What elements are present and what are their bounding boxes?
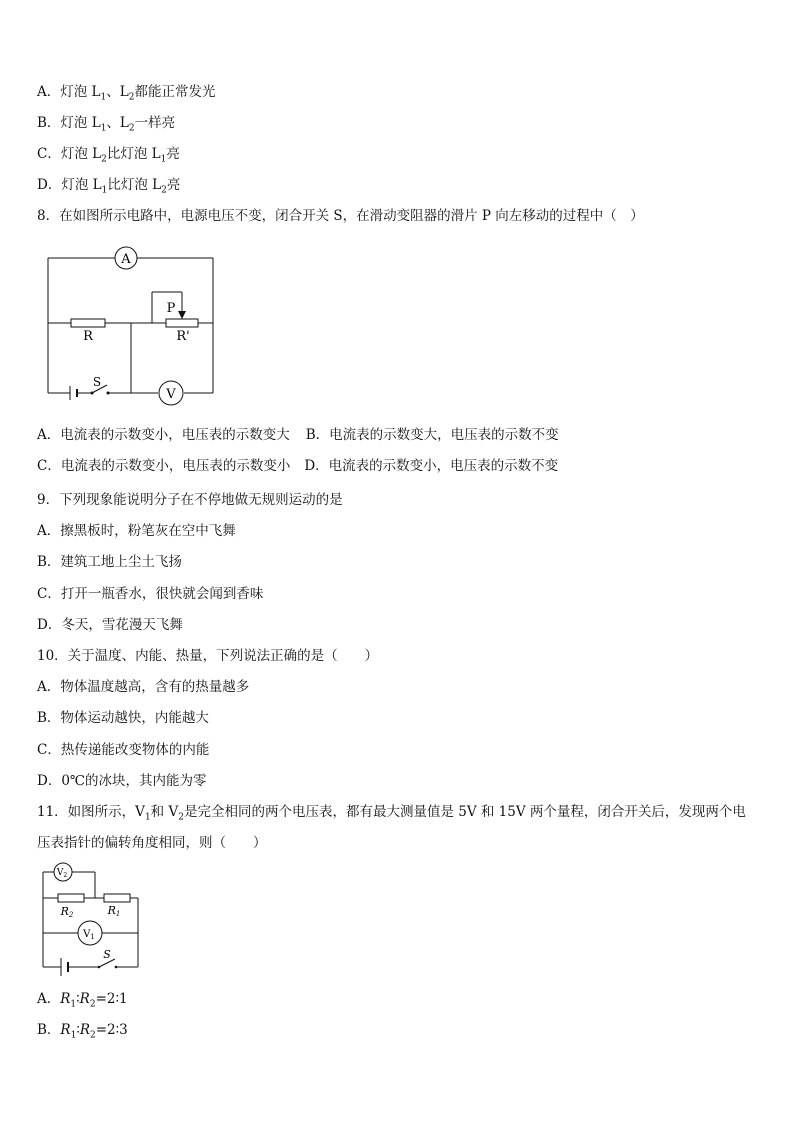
q7-option-a: A．灯泡 $L_1$、$L_2$都能正常发光 [37, 84, 216, 103]
q7-option-d: D．灯泡 $L_1$比灯泡 $L_2$亮 [37, 177, 181, 196]
q9-option-d: D．冬天，雪花漫天飞舞 [37, 617, 183, 633]
rheostat-r-prime [166, 319, 198, 327]
q9-option-a: A．擦黑板时，粉笔灰在空中飞舞 [37, 523, 236, 539]
slider-label: P [166, 301, 176, 316]
q8-option-c: C．电流表的示数变小，电压表的示数变小 [37, 458, 291, 474]
switch-contact [98, 966, 101, 969]
q11-stem-line-2: 压表指针的偏转角度相同，则（ ） [37, 835, 267, 851]
voltmeter-label: V [166, 387, 176, 402]
q8-options-row-2 [37, 457, 558, 475]
q10-option-d: D．0℃的冰块，其内能为零 [37, 773, 207, 789]
resistor-label: R [83, 329, 93, 344]
q11-option-a: A．$R_1∶R_2=2∶1$ [37, 991, 128, 1010]
q11-stem-line-1: 11．如图所示，$V_1$和 $V_2$是完全相同的两个电压表，都有最大测量值是 5V 和 15V 两个量程，闭合开关后，发现两个电 [37, 804, 746, 823]
q11-circuit-diagram [37, 860, 147, 978]
q10-option-a: A．物体温度越高，含有的热量越多 [37, 679, 250, 695]
q11-option-b: B．$R_1∶R_2=2∶3$ [37, 1022, 128, 1041]
q8-option-b: B．电流表的示数变大，电压表的示数不变 [305, 427, 559, 443]
q9-option-c: C．打开一瓶香水，很快就会闻到香味 [37, 586, 264, 602]
switch-label: S [103, 948, 111, 961]
rheostat-label: R' [176, 329, 190, 344]
v2-label: $V_2$ [56, 868, 68, 879]
q7-option-b: B．灯泡 $L_1$、$L_2$一样亮 [37, 115, 176, 134]
q8-circuit-diagram [40, 245, 225, 410]
q10-option-c: C．热传递能改变物体的内能 [37, 742, 210, 758]
resistor-r1 [104, 894, 130, 902]
q8-option-a: A．电流表的示数变小，电压表的示数变大 [37, 427, 290, 443]
q9-stem: 9．下列现象能说明分子在不停地做无规则运动的是 [37, 492, 343, 508]
q9-option-b: B．建筑工地上尘土飞扬 [37, 554, 182, 570]
q7-option-c: C．灯泡 $L_2$比灯泡 $L_1$亮 [37, 146, 180, 165]
r2-label: R2 [60, 905, 74, 919]
v1-label: $V_1$ [83, 929, 95, 941]
q8-option-d: D．电流表的示数变小，电压表的示数不变 [304, 458, 559, 474]
ammeter-label: A [121, 252, 131, 267]
r1-label: R1 [107, 904, 121, 918]
switch-contact [115, 966, 118, 969]
q8-stem: 8．在如图所示电路中，电源电压不变，闭合开关 S，在滑动变阻器的滑片 P 向左移动的过程中（ ） [37, 208, 644, 224]
slider-arrow-icon [178, 311, 186, 319]
switch-contact [107, 392, 110, 395]
switch-label: S [92, 375, 102, 389]
resistor-r2 [58, 894, 84, 902]
q8-options-row-1 [37, 426, 559, 444]
resistor-r [71, 319, 105, 327]
q10-stem: 10．关于温度、内能、热量，下列说法正确的是（ ） [37, 648, 379, 664]
switch-contact [91, 392, 94, 395]
q10-option-b: B．物体运动越快，内能越大 [37, 710, 209, 726]
